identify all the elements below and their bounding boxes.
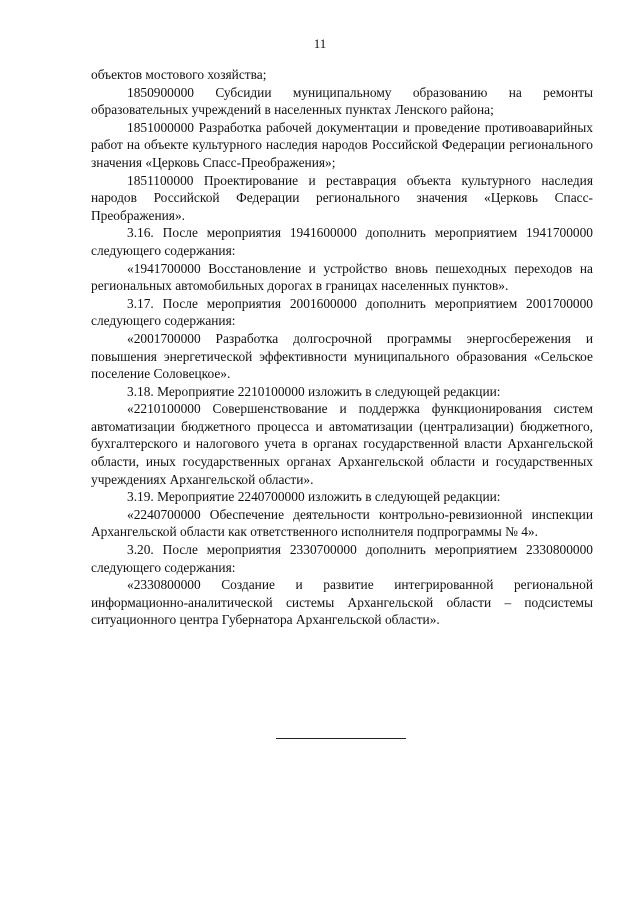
paragraph: 1851100000 Проектирование и реставрация объекта культурного наследия народов Российской Федерации регионального значения «Церковь Спасс-Преображения».: [91, 172, 593, 223]
paragraph: 3.18. Мероприятие 2210100000 изложить в следующей редакции:: [127, 383, 501, 399]
paragraph: 3.20. После мероприятия 2330700000 дополнить мероприятием 2330800000 следующего содержания:: [91, 542, 593, 575]
paragraph: 1851000000 Разработка рабочей документации и проведение противоаварийных работ на объекте культурного наследия народов Российской Федерации регионального значения «Церковь Спасс-Преображения»;: [91, 119, 593, 170]
paragraph: «1941700000 Восстановление и устройство вновь пешеходных переходов на региональных автомобильных дорогах в границах населенных пунктов».: [91, 260, 593, 294]
paragraph: «2001700000 Разработка долгосрочной программы энергосбережения и повышения энергетической эффективности муниципального образования «Сельское поселение Соловецкое».: [91, 330, 593, 382]
paragraph: «2240700000 Обеспечение деятельности контрольно-ревизионной инспекции Архангельской области как ответственного исполнителя подпрограммы № 4».: [91, 506, 593, 540]
document-body: [91, 66, 593, 629]
paragraph: объектов мостового хозяйства;: [91, 67, 267, 82]
paragraph: 3.17. После мероприятия 2001600000 дополнить мероприятием 2001700000 следующего содержания:: [91, 295, 593, 329]
paragraph: 3.19. Мероприятие 2240700000 изложить в следующей редакции:: [127, 489, 501, 505]
paragraph: 3.16. После мероприятия 1941600000 дополнить мероприятием 1941700000 следующего содержания:: [91, 225, 593, 258]
paragraph: «2210100000 Совершенствование и поддержка функционирования систем автоматизации бюджетного процесса и автоматизации (централизации) бюджетного, бухгалтерского и налогового учета в органах государственной власти Архангельской области, иных государственных органах Архангельской области и государственных учреждениях Архангельской области».: [91, 401, 593, 487]
page-number: 11: [313, 36, 327, 51]
paragraph: 1850900000 Субсидии муниципальному образованию на ремонты образовательных учреждений в населенных пунктах Ленского района;: [91, 84, 593, 118]
paragraph: «2330800000 Создание и развитие интегрированной региональной информационно-аналитической системы Архангельской области – подсистемы ситуационного центра Губернатора Архангельской области».: [91, 577, 593, 628]
end-divider-line: [276, 738, 406, 739]
